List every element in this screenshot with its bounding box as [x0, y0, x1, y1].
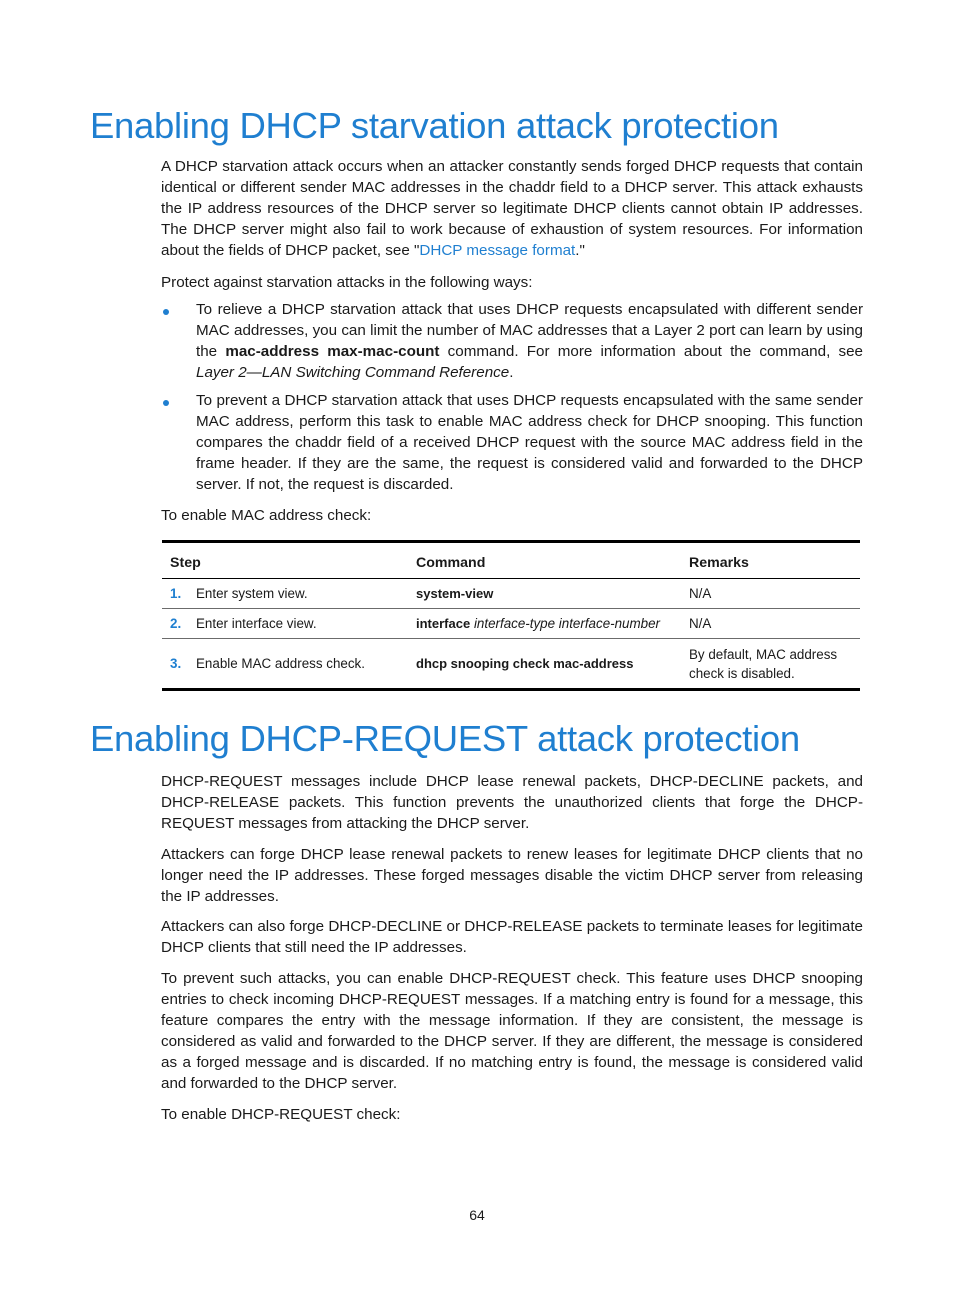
command-cell: [408, 579, 681, 609]
dhcp-request-paragraph: DHCP-REQUEST messages include DHCP lease renewal packets, DHCP-DECLINE packets, and DHCP-RELEASE packets. This function prevents the unauthorized clients that forge the DHCP-REQUEST messages from attacking the DHCP server.: [161, 773, 863, 833]
remarks-cell: By default, MAC address check is disabled.: [681, 639, 860, 690]
command-keyword: system-view: [416, 586, 494, 601]
command-mac-address-max-mac-count: mac-address max-mac-count: [225, 343, 440, 361]
command-keyword: dhcp snooping check mac-address: [416, 656, 634, 671]
command-cell: [408, 609, 681, 639]
table-row: [162, 639, 860, 690]
table-row: [162, 579, 860, 609]
bullet-item-mac-check: To prevent a DHCP starvation attack that uses DHCP requests encapsulated with the same sender MAC address, perform this task to enable MAC address check for DHCP snooping. This function compares the chaddr field of a received DHCP request with the source MAC address field in the frame header. If they are the same, the request is considered valid and forwarded to the DHCP server. If not, the request is discarded.: [196, 392, 863, 494]
table-row: [162, 609, 860, 639]
page-number: 64: [469, 1207, 485, 1223]
remarks-cell: N/A: [681, 579, 860, 609]
bullet-dot-icon: [163, 400, 169, 406]
protect-intro: Protect against starvation attacks in the following ways:: [161, 274, 533, 291]
command-keyword: interface: [416, 616, 471, 631]
remarks-cell: N/A: [681, 609, 860, 639]
table-intro: To enable MAC address check:: [161, 507, 372, 524]
reference-manual: Layer 2—LAN Switching Command Reference: [196, 364, 510, 382]
step-number: 3.: [170, 656, 182, 671]
header-command: Command: [408, 542, 681, 579]
table-header-row: [162, 542, 860, 579]
dhcp-request-paragraph: To prevent such attacks, you can enable DHCP-REQUEST check. This feature uses DHCP snooping entries to check incoming DHCP-REQUEST messages. If a matching entry is found for a message, this feature compares the entry with the message information. If they are consistent, the message is considered as valid and forwarded to the DHCP server. If they are different, the message is considered as a forged message and is discarded. If no matching entry is found, the message is considered valid and forwarded to the DHCP server.: [161, 970, 863, 1093]
dhcp-request-closing: To enable DHCP-REQUEST check:: [161, 1106, 401, 1123]
step-number: 2.: [170, 616, 182, 631]
dhcp-request-paragraph: Attackers can forge DHCP lease renewal packets to renew leases for legitimate DHCP clients that no longer need the IP addresses. These forged messages disable the victim DHCP server from releasing the IP addresses.: [161, 846, 863, 906]
dhcp-request-paragraph: Attackers can also forge DHCP-DECLINE or DHCP-RELEASE packets to terminate leases for legitimate DHCP clients that still need the IP addresses.: [161, 918, 863, 957]
bullet-text-end: .: [509, 364, 514, 382]
step-text: Enable MAC address check.: [196, 656, 365, 671]
step-cell: [162, 579, 408, 609]
command-arguments: interface-type interface-number: [473, 616, 661, 631]
step-cell: [162, 609, 408, 639]
dhcp-message-format-link[interactable]: DHCP message format: [419, 242, 576, 260]
section-title-dhcp-request: Enabling DHCP-REQUEST attack protection: [90, 718, 800, 759]
step-number: 1.: [170, 586, 182, 601]
step-text: Enter system view.: [196, 586, 308, 601]
section-title-starvation: Enabling DHCP starvation attack protection: [90, 105, 779, 146]
bullet-dot-icon: [163, 309, 169, 315]
header-remarks: Remarks: [681, 542, 860, 579]
bullet-text-before: To relieve a DHCP starvation attack that uses DHCP requests encapsulated with different sender MAC addresses, you can limit the number of MAC addresses that a Layer 2 port can learn by using the: [196, 301, 863, 361]
mac-check-steps-table: [162, 540, 860, 691]
step-cell: [162, 639, 408, 690]
bullet-text-middle: command. For more information about the command, see: [439, 343, 863, 361]
step-text: Enter interface view.: [196, 616, 317, 631]
starvation-intro-paragraph: [161, 156, 863, 261]
command-cell: [408, 639, 681, 690]
header-step: Step: [162, 542, 408, 579]
bullet-item-mac-limit: [196, 299, 863, 383]
starvation-intro-end: .": [575, 242, 585, 260]
starvation-intro-text: A DHCP starvation attack occurs when an attacker constantly sends forged DHCP requests that contain identical or different sender MAC addresses in the chaddr field to a DHCP server. This attack exhausts the IP address resources of the DHCP server so legitimate DHCP clients cannot obtain IP addresses. The DHCP server might also fail to work because of exhaustion of system resources. For information about the fields of DHCP packet, see ": [161, 158, 863, 260]
